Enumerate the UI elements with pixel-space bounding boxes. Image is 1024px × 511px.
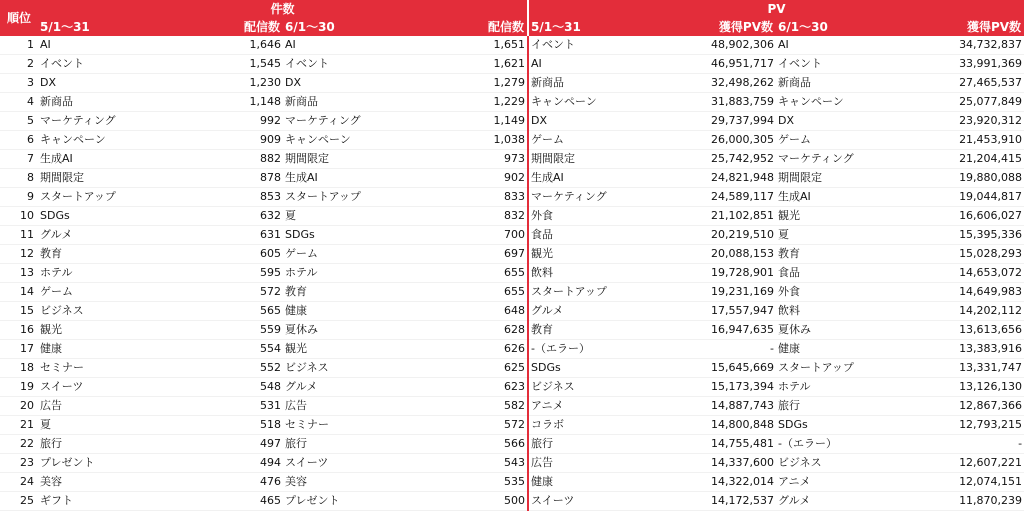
count-june-period-header: 6/1～30 — [283, 18, 398, 36]
pv-may-term-cell: SDGs — [528, 359, 639, 378]
pv-may-term-cell: 飲料 — [528, 264, 639, 283]
count-may-term-cell: 教育 — [38, 245, 153, 264]
count-may-term-cell: イベント — [38, 55, 153, 74]
rank-cell: 19 — [0, 378, 38, 397]
pv-june-value-cell: 21,453,910 — [887, 131, 1024, 150]
pv-may-value-cell: 14,800,848 — [639, 416, 776, 435]
pv-may-value-cell: 25,742,952 — [639, 150, 776, 169]
count-may-value-cell: 1,646 — [153, 36, 283, 55]
pv-june-term-cell: ホテル — [776, 378, 887, 397]
pv-june-term-cell: 健康 — [776, 340, 887, 359]
count-may-value-cell: 548 — [153, 378, 283, 397]
count-june-term-cell: 夏休み — [283, 321, 398, 340]
pv-may-term-cell: 期間限定 — [528, 150, 639, 169]
count-may-term-cell: プレゼント — [38, 454, 153, 473]
count-june-term-cell: SDGs — [283, 226, 398, 245]
count-june-term-cell: 夏 — [283, 207, 398, 226]
count-june-value-cell: 572 — [398, 416, 528, 435]
ranking-body — [0, 36, 1024, 511]
count-may-value-cell: 559 — [153, 321, 283, 340]
table-row — [0, 36, 1024, 55]
count-june-value-cell: 1,038 — [398, 131, 528, 150]
pv-june-value-cell: 16,606,027 — [887, 207, 1024, 226]
pv-june-term-cell: キャンペーン — [776, 93, 887, 112]
count-june-term-cell: 教育 — [283, 283, 398, 302]
pv-may-term-cell: AI — [528, 55, 639, 74]
table-row — [0, 264, 1024, 283]
pv-may-value-cell: 24,589,117 — [639, 188, 776, 207]
count-may-term-cell: マーケティング — [38, 112, 153, 131]
table-row — [0, 188, 1024, 207]
table-row — [0, 454, 1024, 473]
count-june-term-cell: ビジネス — [283, 359, 398, 378]
count-may-value-cell: 554 — [153, 340, 283, 359]
pv-may-value-cell: 14,755,481 — [639, 435, 776, 454]
table-row — [0, 302, 1024, 321]
count-june-term-cell: 期間限定 — [283, 150, 398, 169]
table-row — [0, 321, 1024, 340]
count-june-term-cell: ホテル — [283, 264, 398, 283]
rank-cell: 25 — [0, 492, 38, 511]
pv-may-metric-header: 獲得PV数 — [639, 18, 776, 36]
table-row — [0, 55, 1024, 74]
rank-cell: 20 — [0, 397, 38, 416]
pv-may-value-cell: 19,231,169 — [639, 283, 776, 302]
pv-june-value-cell: 33,991,369 — [887, 55, 1024, 74]
table-row — [0, 226, 1024, 245]
count-june-term-cell: 新商品 — [283, 93, 398, 112]
count-may-value-cell: 595 — [153, 264, 283, 283]
count-june-term-cell: ゲーム — [283, 245, 398, 264]
pv-june-value-cell: 19,044,817 — [887, 188, 1024, 207]
pv-may-value-cell: 46,951,717 — [639, 55, 776, 74]
table-row — [0, 435, 1024, 454]
pv-may-term-cell: 観光 — [528, 245, 639, 264]
count-june-value-cell: 655 — [398, 283, 528, 302]
pv-june-term-cell: ビジネス — [776, 454, 887, 473]
count-june-value-cell: 1,149 — [398, 112, 528, 131]
pv-june-term-cell: 飲料 — [776, 302, 887, 321]
count-may-value-cell: 552 — [153, 359, 283, 378]
pv-may-term-cell: 新商品 — [528, 74, 639, 93]
table-row — [0, 112, 1024, 131]
pv-may-term-cell: マーケティング — [528, 188, 639, 207]
pv-june-term-cell: 外食 — [776, 283, 887, 302]
pv-june-value-cell: 12,074,151 — [887, 473, 1024, 492]
pv-may-value-cell: 48,902,306 — [639, 36, 776, 55]
pv-may-value-cell: 29,737,994 — [639, 112, 776, 131]
pv-may-term-cell: DX — [528, 112, 639, 131]
count-june-term-cell: マーケティング — [283, 112, 398, 131]
pv-may-term-cell: 広告 — [528, 454, 639, 473]
table-row — [0, 169, 1024, 188]
rank-cell: 9 — [0, 188, 38, 207]
count-june-value-cell: 833 — [398, 188, 528, 207]
count-may-value-cell: 572 — [153, 283, 283, 302]
pv-may-term-cell: 食品 — [528, 226, 639, 245]
count-june-value-cell: 543 — [398, 454, 528, 473]
pv-may-value-cell: - — [639, 340, 776, 359]
count-june-term-cell: スタートアップ — [283, 188, 398, 207]
count-may-value-cell: 853 — [153, 188, 283, 207]
count-june-value-cell: 832 — [398, 207, 528, 226]
pv-june-term-cell: -（エラー） — [776, 435, 887, 454]
count-june-term-cell: 美容 — [283, 473, 398, 492]
count-june-value-cell: 566 — [398, 435, 528, 454]
count-may-value-cell: 878 — [153, 169, 283, 188]
pv-june-value-cell: 14,202,112 — [887, 302, 1024, 321]
count-june-term-cell: セミナー — [283, 416, 398, 435]
pv-june-value-cell: 12,793,215 — [887, 416, 1024, 435]
pv-june-term-cell: 夏休み — [776, 321, 887, 340]
count-june-term-cell: 観光 — [283, 340, 398, 359]
pv-june-term-cell: スタートアップ — [776, 359, 887, 378]
rank-cell: 7 — [0, 150, 38, 169]
count-may-value-cell: 465 — [153, 492, 283, 511]
count-may-value-cell: 494 — [153, 454, 283, 473]
pv-june-value-cell: 13,383,916 — [887, 340, 1024, 359]
pv-june-term-cell: 旅行 — [776, 397, 887, 416]
pv-may-value-cell: 24,821,948 — [639, 169, 776, 188]
count-june-term-cell: 広告 — [283, 397, 398, 416]
pv-june-term-cell: 新商品 — [776, 74, 887, 93]
pv-june-term-cell: AI — [776, 36, 887, 55]
rank-cell: 17 — [0, 340, 38, 359]
count-may-term-cell: 夏 — [38, 416, 153, 435]
rank-cell: 24 — [0, 473, 38, 492]
table-row — [0, 207, 1024, 226]
count-may-value-cell: 497 — [153, 435, 283, 454]
count-may-term-cell: スタートアップ — [38, 188, 153, 207]
pv-may-value-cell: 21,102,851 — [639, 207, 776, 226]
pv-may-term-cell: キャンペーン — [528, 93, 639, 112]
count-june-value-cell: 973 — [398, 150, 528, 169]
pv-june-term-cell: 食品 — [776, 264, 887, 283]
table-row — [0, 245, 1024, 264]
count-may-term-cell: ビジネス — [38, 302, 153, 321]
count-may-term-cell: ギフト — [38, 492, 153, 511]
table-row — [0, 150, 1024, 169]
count-june-term-cell: グルメ — [283, 378, 398, 397]
count-may-term-cell: キャンペーン — [38, 131, 153, 150]
pv-june-term-cell: DX — [776, 112, 887, 131]
pv-june-term-cell: マーケティング — [776, 150, 887, 169]
pv-may-value-cell: 14,172,537 — [639, 492, 776, 511]
count-may-value-cell: 882 — [153, 150, 283, 169]
count-may-term-cell: 旅行 — [38, 435, 153, 454]
pv-june-value-cell: 11,870,239 — [887, 492, 1024, 511]
table-row — [0, 93, 1024, 112]
count-june-value-cell: 1,279 — [398, 74, 528, 93]
rank-cell: 15 — [0, 302, 38, 321]
pv-june-term-cell: 夏 — [776, 226, 887, 245]
rank-cell: 3 — [0, 74, 38, 93]
pv-june-value-cell: 14,653,072 — [887, 264, 1024, 283]
pv-may-value-cell: 20,219,510 — [639, 226, 776, 245]
count-may-value-cell: 1,148 — [153, 93, 283, 112]
table-row — [0, 340, 1024, 359]
pv-june-value-cell: 15,028,293 — [887, 245, 1024, 264]
count-june-value-cell: 655 — [398, 264, 528, 283]
count-june-term-cell: スイーツ — [283, 454, 398, 473]
count-may-value-cell: 909 — [153, 131, 283, 150]
pv-may-value-cell: 15,173,394 — [639, 378, 776, 397]
pv-may-value-cell: 31,883,759 — [639, 93, 776, 112]
count-june-term-cell: プレゼント — [283, 492, 398, 511]
count-june-value-cell: 902 — [398, 169, 528, 188]
count-june-value-cell: 625 — [398, 359, 528, 378]
pv-may-term-cell: 教育 — [528, 321, 639, 340]
count-june-value-cell: 500 — [398, 492, 528, 511]
count-may-term-cell: 生成AI — [38, 150, 153, 169]
pv-may-value-cell: 26,000,305 — [639, 131, 776, 150]
count-may-value-cell: 631 — [153, 226, 283, 245]
count-may-term-cell: セミナー — [38, 359, 153, 378]
count-june-value-cell: 582 — [398, 397, 528, 416]
count-may-term-cell: ホテル — [38, 264, 153, 283]
table-row — [0, 473, 1024, 492]
pv-may-value-cell: 14,322,014 — [639, 473, 776, 492]
count-june-value-cell: 626 — [398, 340, 528, 359]
count-may-value-cell: 565 — [153, 302, 283, 321]
pv-may-value-cell: 32,498,262 — [639, 74, 776, 93]
pv-june-value-cell: 21,204,415 — [887, 150, 1024, 169]
pv-may-term-cell: 健康 — [528, 473, 639, 492]
rank-cell: 12 — [0, 245, 38, 264]
count-may-term-cell: DX — [38, 74, 153, 93]
rank-cell: 10 — [0, 207, 38, 226]
count-may-value-cell: 1,545 — [153, 55, 283, 74]
rank-cell: 14 — [0, 283, 38, 302]
table-row — [0, 416, 1024, 435]
count-may-term-cell: スイーツ — [38, 378, 153, 397]
pv-may-term-cell: スイーツ — [528, 492, 639, 511]
pv-june-term-cell: 期間限定 — [776, 169, 887, 188]
count-june-term-cell: AI — [283, 36, 398, 55]
pv-june-value-cell: 13,331,747 — [887, 359, 1024, 378]
pv-june-term-cell: 教育 — [776, 245, 887, 264]
count-may-term-cell: 健康 — [38, 340, 153, 359]
count-june-term-cell: 旅行 — [283, 435, 398, 454]
pv-june-term-cell: グルメ — [776, 492, 887, 511]
pv-may-term-cell: 旅行 — [528, 435, 639, 454]
rank-cell: 22 — [0, 435, 38, 454]
count-group-header: 件数 — [38, 0, 528, 18]
pv-may-value-cell: 14,887,743 — [639, 397, 776, 416]
count-june-value-cell: 700 — [398, 226, 528, 245]
count-june-term-cell: 生成AI — [283, 169, 398, 188]
rank-cell: 18 — [0, 359, 38, 378]
rank-cell: 23 — [0, 454, 38, 473]
pv-june-value-cell: 19,880,088 — [887, 169, 1024, 188]
rank-cell: 4 — [0, 93, 38, 112]
rank-cell: 21 — [0, 416, 38, 435]
table-row — [0, 359, 1024, 378]
count-may-value-cell: 518 — [153, 416, 283, 435]
rank-cell: 1 — [0, 36, 38, 55]
count-june-term-cell: DX — [283, 74, 398, 93]
count-may-term-cell: 美容 — [38, 473, 153, 492]
pv-june-value-cell: 12,607,221 — [887, 454, 1024, 473]
rank-cell: 11 — [0, 226, 38, 245]
count-june-value-cell: 697 — [398, 245, 528, 264]
count-may-value-cell: 632 — [153, 207, 283, 226]
rank-cell: 2 — [0, 55, 38, 74]
pv-june-value-cell: 23,920,312 — [887, 112, 1024, 131]
count-june-value-cell: 623 — [398, 378, 528, 397]
pv-june-value-cell: 12,867,366 — [887, 397, 1024, 416]
pv-june-value-cell: 34,732,837 — [887, 36, 1024, 55]
rank-cell: 6 — [0, 131, 38, 150]
rank-cell: 16 — [0, 321, 38, 340]
count-may-term-cell: 観光 — [38, 321, 153, 340]
count-may-term-cell: 新商品 — [38, 93, 153, 112]
count-may-value-cell: 531 — [153, 397, 283, 416]
pv-may-value-cell: 20,088,153 — [639, 245, 776, 264]
pv-may-term-cell: ゲーム — [528, 131, 639, 150]
pv-may-value-cell: 16,947,635 — [639, 321, 776, 340]
pv-may-term-cell: -（エラー） — [528, 340, 639, 359]
pv-may-term-cell: イベント — [528, 36, 639, 55]
count-june-value-cell: 1,621 — [398, 55, 528, 74]
table-row — [0, 397, 1024, 416]
pv-june-value-cell: - — [887, 435, 1024, 454]
table-row — [0, 131, 1024, 150]
pv-june-value-cell: 13,613,656 — [887, 321, 1024, 340]
pv-may-term-cell: アニメ — [528, 397, 639, 416]
count-june-value-cell: 535 — [398, 473, 528, 492]
pv-may-term-cell: ビジネス — [528, 378, 639, 397]
pv-june-term-cell: ゲーム — [776, 131, 887, 150]
count-may-value-cell: 605 — [153, 245, 283, 264]
count-may-term-cell: 広告 — [38, 397, 153, 416]
rank-cell: 5 — [0, 112, 38, 131]
pv-june-metric-header: 獲得PV数 — [887, 18, 1024, 36]
table-row — [0, 378, 1024, 397]
count-may-term-cell: ゲーム — [38, 283, 153, 302]
pv-june-term-cell: 観光 — [776, 207, 887, 226]
pv-may-term-cell: コラボ — [528, 416, 639, 435]
pv-june-term-cell: イベント — [776, 55, 887, 74]
pv-may-term-cell: グルメ — [528, 302, 639, 321]
pv-june-value-cell: 15,395,336 — [887, 226, 1024, 245]
pv-june-term-cell: SDGs — [776, 416, 887, 435]
count-may-value-cell: 1,230 — [153, 74, 283, 93]
count-may-period-header: 5/1～31 — [38, 18, 153, 36]
count-june-term-cell: キャンペーン — [283, 131, 398, 150]
pv-june-value-cell: 13,126,130 — [887, 378, 1024, 397]
rank-cell: 8 — [0, 169, 38, 188]
pv-june-value-cell: 14,649,983 — [887, 283, 1024, 302]
table-row — [0, 283, 1024, 302]
count-may-term-cell: グルメ — [38, 226, 153, 245]
pv-june-value-cell: 27,465,537 — [887, 74, 1024, 93]
rank-cell: 13 — [0, 264, 38, 283]
rank-header: 順位 — [0, 0, 38, 36]
count-june-value-cell: 1,229 — [398, 93, 528, 112]
pv-group-header: PV — [528, 0, 1024, 18]
pv-may-term-cell: 外食 — [528, 207, 639, 226]
pv-may-value-cell: 17,557,947 — [639, 302, 776, 321]
count-june-value-cell: 628 — [398, 321, 528, 340]
pv-june-value-cell: 25,077,849 — [887, 93, 1024, 112]
count-june-term-cell: 健康 — [283, 302, 398, 321]
count-may-term-cell: AI — [38, 36, 153, 55]
pv-may-term-cell: スタートアップ — [528, 283, 639, 302]
count-may-term-cell: SDGs — [38, 207, 153, 226]
table-row — [0, 74, 1024, 93]
pv-june-term-cell: 生成AI — [776, 188, 887, 207]
count-may-value-cell: 992 — [153, 112, 283, 131]
count-june-value-cell: 1,651 — [398, 36, 528, 55]
count-june-value-cell: 648 — [398, 302, 528, 321]
pv-may-value-cell: 14,337,600 — [639, 454, 776, 473]
pv-may-term-cell: 生成AI — [528, 169, 639, 188]
count-may-metric-header: 配信数 — [153, 18, 283, 36]
pv-may-value-cell: 19,728,901 — [639, 264, 776, 283]
pv-may-value-cell: 15,645,669 — [639, 359, 776, 378]
count-may-value-cell: 476 — [153, 473, 283, 492]
pv-may-period-header: 5/1～31 — [528, 18, 639, 36]
count-may-term-cell: 期間限定 — [38, 169, 153, 188]
pv-june-term-cell: アニメ — [776, 473, 887, 492]
count-june-metric-header: 配信数 — [398, 18, 528, 36]
count-june-term-cell: イベント — [283, 55, 398, 74]
pv-june-period-header: 6/1～30 — [776, 18, 887, 36]
